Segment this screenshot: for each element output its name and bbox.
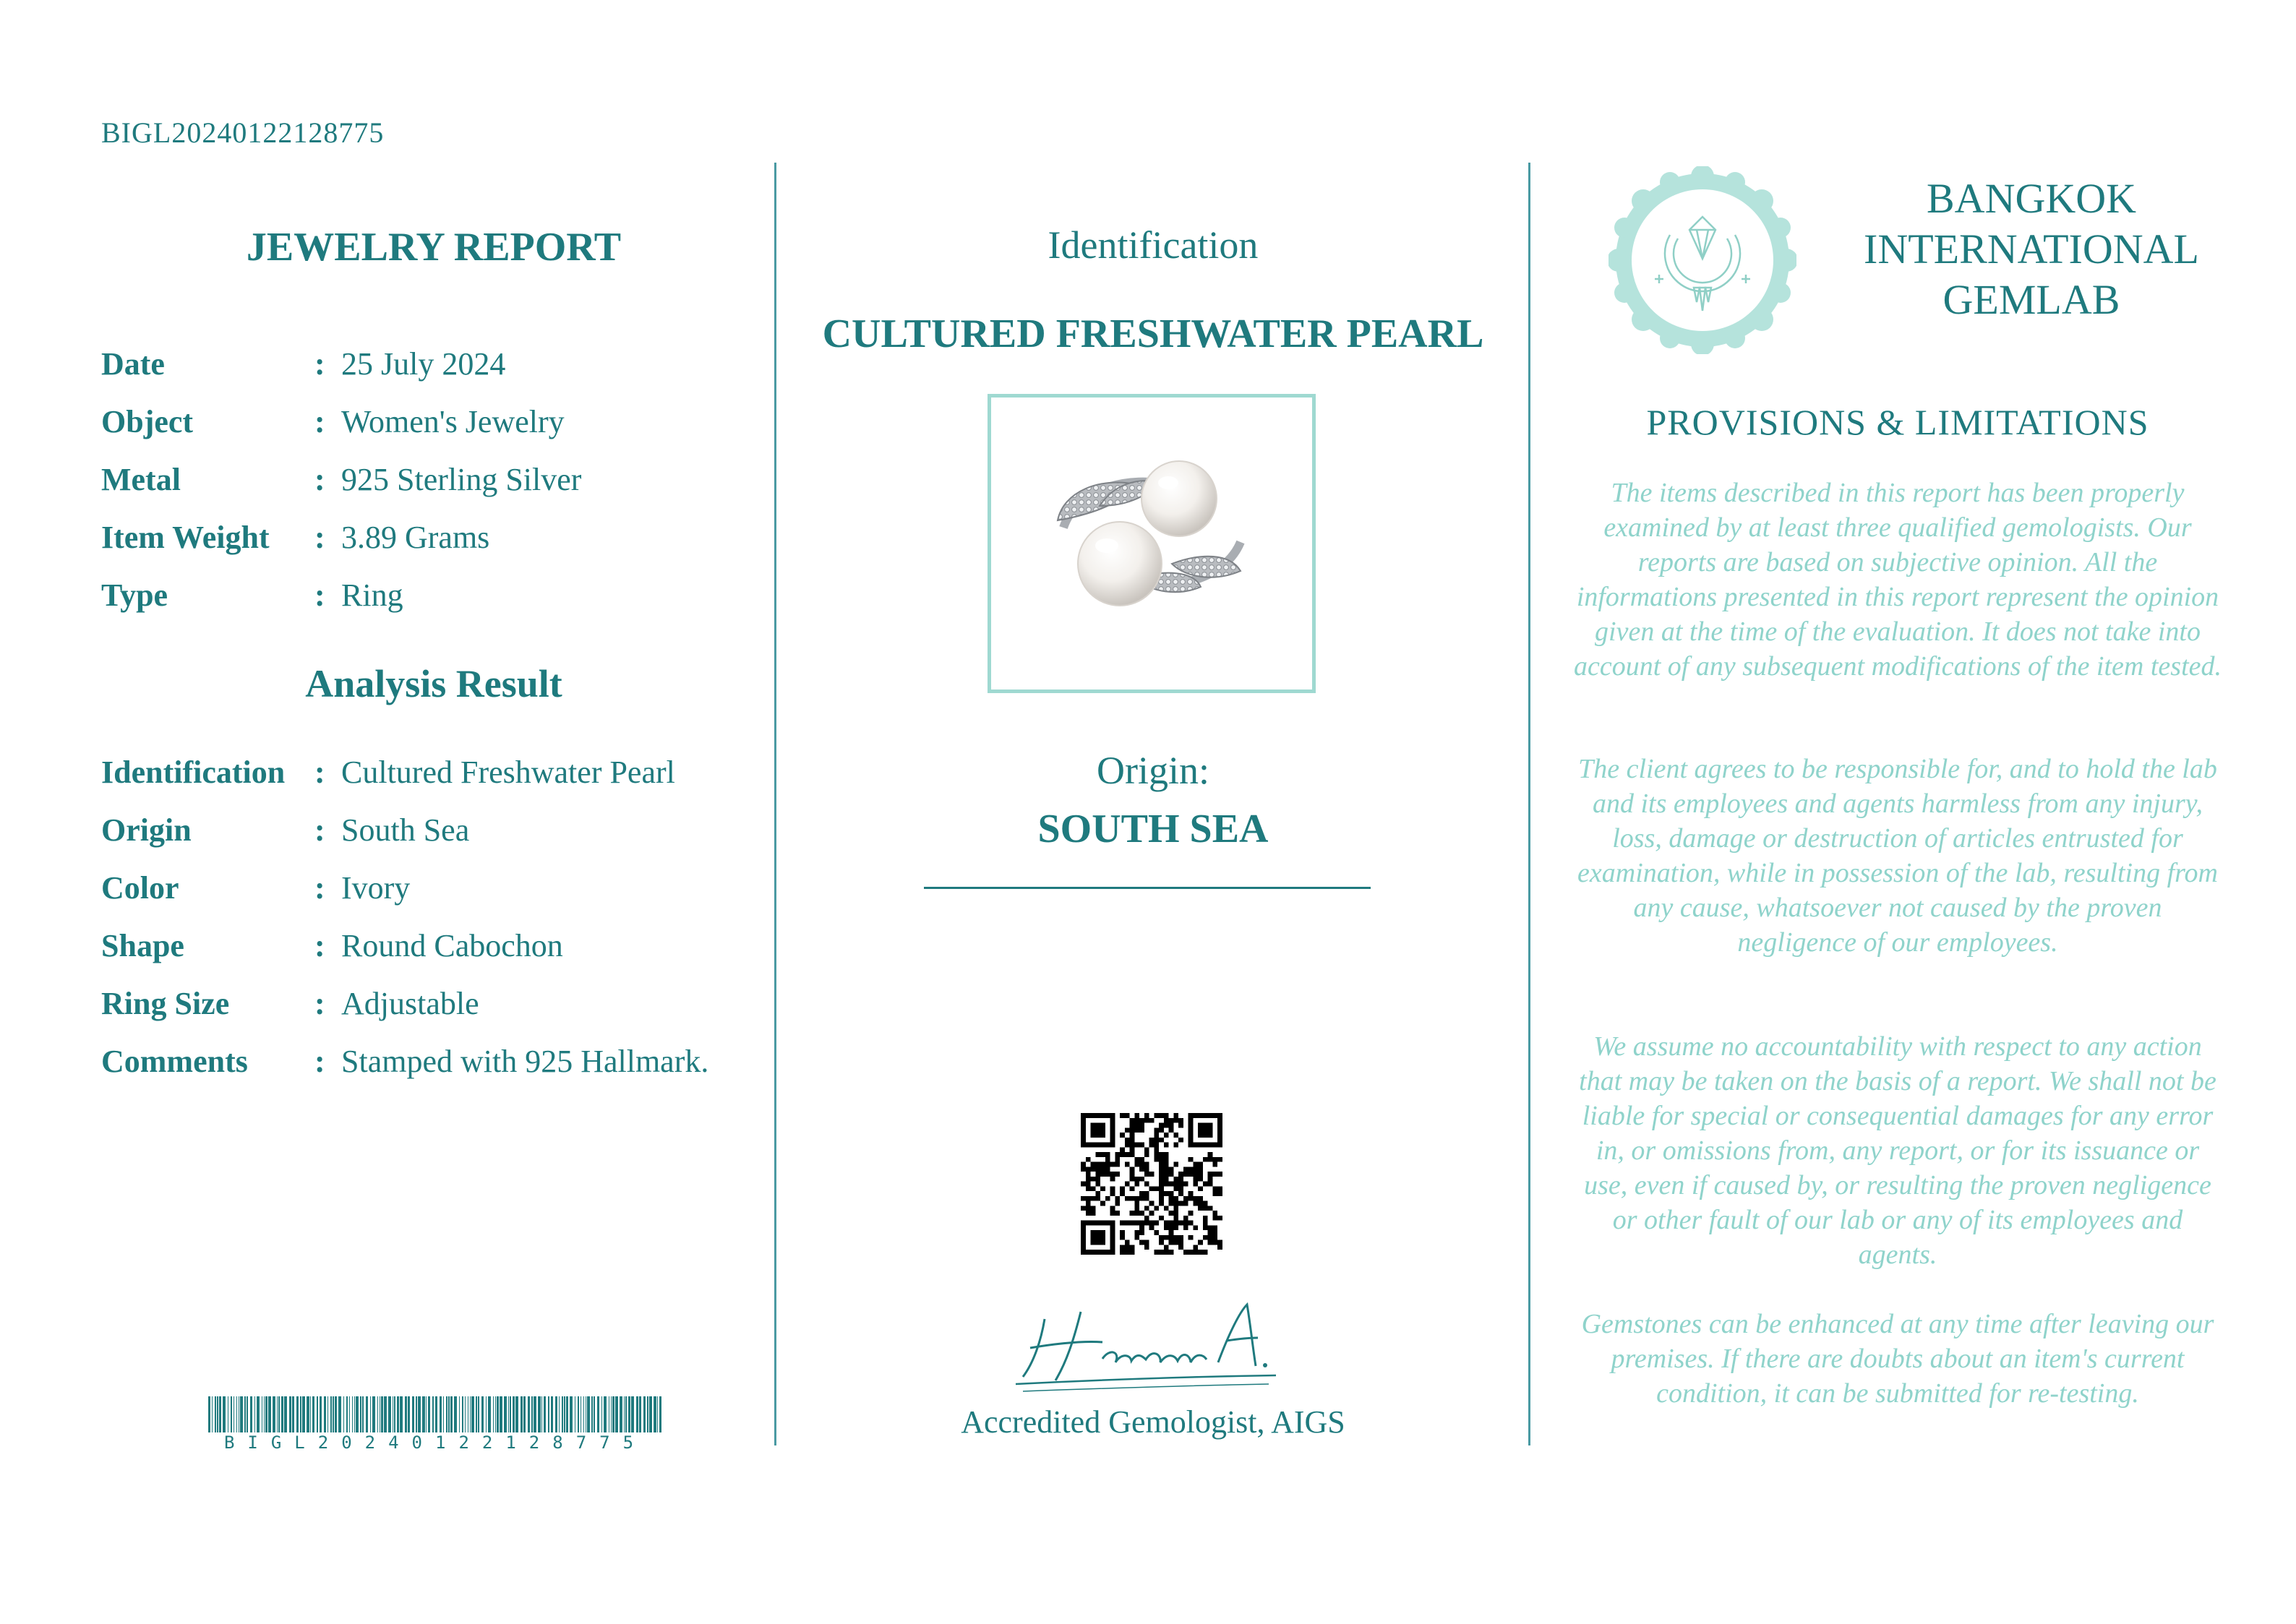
lab-name: BANGKOK INTERNATIONAL GEMLAB: [1864, 175, 2199, 323]
field-value: South Sea: [341, 812, 470, 848]
origin-value: SOUTH SEA: [1037, 807, 1269, 851]
report-title: JEWELRY REPORT: [246, 225, 622, 270]
field-label: Object: [101, 404, 194, 439]
column-divider-right: [1528, 163, 1530, 1445]
field-value: 925 Sterling Silver: [341, 462, 582, 497]
field-colon: :: [314, 986, 325, 1021]
field-value: 3.89 Grams: [341, 520, 490, 555]
column-divider-left: [774, 163, 776, 1445]
field-colon: :: [314, 462, 325, 497]
field-value: Cultured Freshwater Pearl: [341, 755, 675, 790]
field-value: Women's Jewelry: [341, 404, 565, 439]
provision-paragraph: We assume no accountability with respect to any action that may be taken on the basis of a report. We shall not be liable for special or consequential damages for any error in, or omissions from, any report, or for its issuance or use, even if caused by, or resulting the proven negligence or other fault of our lab or any of its employees and agents.: [1579, 1031, 2216, 1270]
qr-code[interactable]: [1081, 1113, 1222, 1255]
field-label: Item Weight: [101, 520, 270, 555]
field-label: Type: [101, 577, 168, 613]
field-colon: :: [314, 346, 325, 382]
provision-paragraph: Gemstones can be enhanced at any time after leaving our premises. If there are doubts about an item's current condition, it can be submitted for re-testing.: [1581, 1309, 2214, 1409]
analysis-title: Analysis Result: [305, 662, 562, 705]
field-colon: :: [314, 928, 325, 963]
pearl-ring-image: [991, 398, 1312, 689]
field-value: Ring: [341, 577, 403, 613]
field-value: Adjustable: [341, 986, 479, 1021]
field-value: Round Cabochon: [341, 928, 563, 963]
origin-underline: [924, 887, 1371, 889]
item-photo: [988, 394, 1316, 693]
field-value: Stamped with 925 Hallmark.: [341, 1044, 709, 1079]
identification-value: CULTURED FRESHWATER PEARL: [822, 312, 1484, 356]
field-colon: :: [314, 755, 325, 790]
signer-title: Accredited Gemologist, AIGS: [961, 1404, 1345, 1440]
field-colon: :: [314, 404, 325, 439]
field-label: Color: [101, 870, 179, 906]
field-colon: :: [314, 1044, 325, 1079]
field-value: 25 July 2024: [341, 346, 506, 382]
field-label: Ring Size: [101, 986, 230, 1021]
provision-paragraph: The items described in this report has been properly examined by at least three qualified gemologists. Our reports are based on subjective opinion. All the informations presented in this report represent the opinion given at the time of the evaluation. It does not take into account of any subsequent modifications of the item tested.: [1573, 478, 2222, 682]
field-colon: :: [314, 577, 325, 613]
field-label: Comments: [101, 1044, 248, 1079]
field-value: Ivory: [341, 870, 411, 906]
field-label: Shape: [101, 928, 184, 963]
lab-seal-logo: [1609, 166, 1796, 354]
provision-paragraph: The client agrees to be responsible for, and to hold the lab and its employees and agents harmless from any injury, loss, damage or destruction of articles entrusted for examination, while in possession of the lab, resulting from any cause, whatsoever not caused by the proven negligence of our employees.: [1577, 754, 2218, 958]
origin-heading: Origin:: [1097, 749, 1209, 792]
field-colon: :: [314, 520, 325, 555]
report-number: BIGL20240122128775: [101, 116, 385, 149]
field-label: Origin: [101, 812, 192, 848]
field-colon: :: [314, 870, 325, 906]
barcode: [208, 1396, 662, 1432]
field-label: Metal: [101, 462, 181, 497]
provisions-heading: PROVISIONS & LIMITATIONS: [1646, 402, 2149, 442]
field-label: Date: [101, 346, 165, 382]
field-colon: :: [314, 812, 325, 848]
barcode-text: BIGL20240122128775: [223, 1432, 647, 1453]
signature-image: [1001, 1290, 1290, 1399]
identification-heading: Identification: [1048, 223, 1259, 267]
field-label: Identification: [101, 755, 286, 790]
